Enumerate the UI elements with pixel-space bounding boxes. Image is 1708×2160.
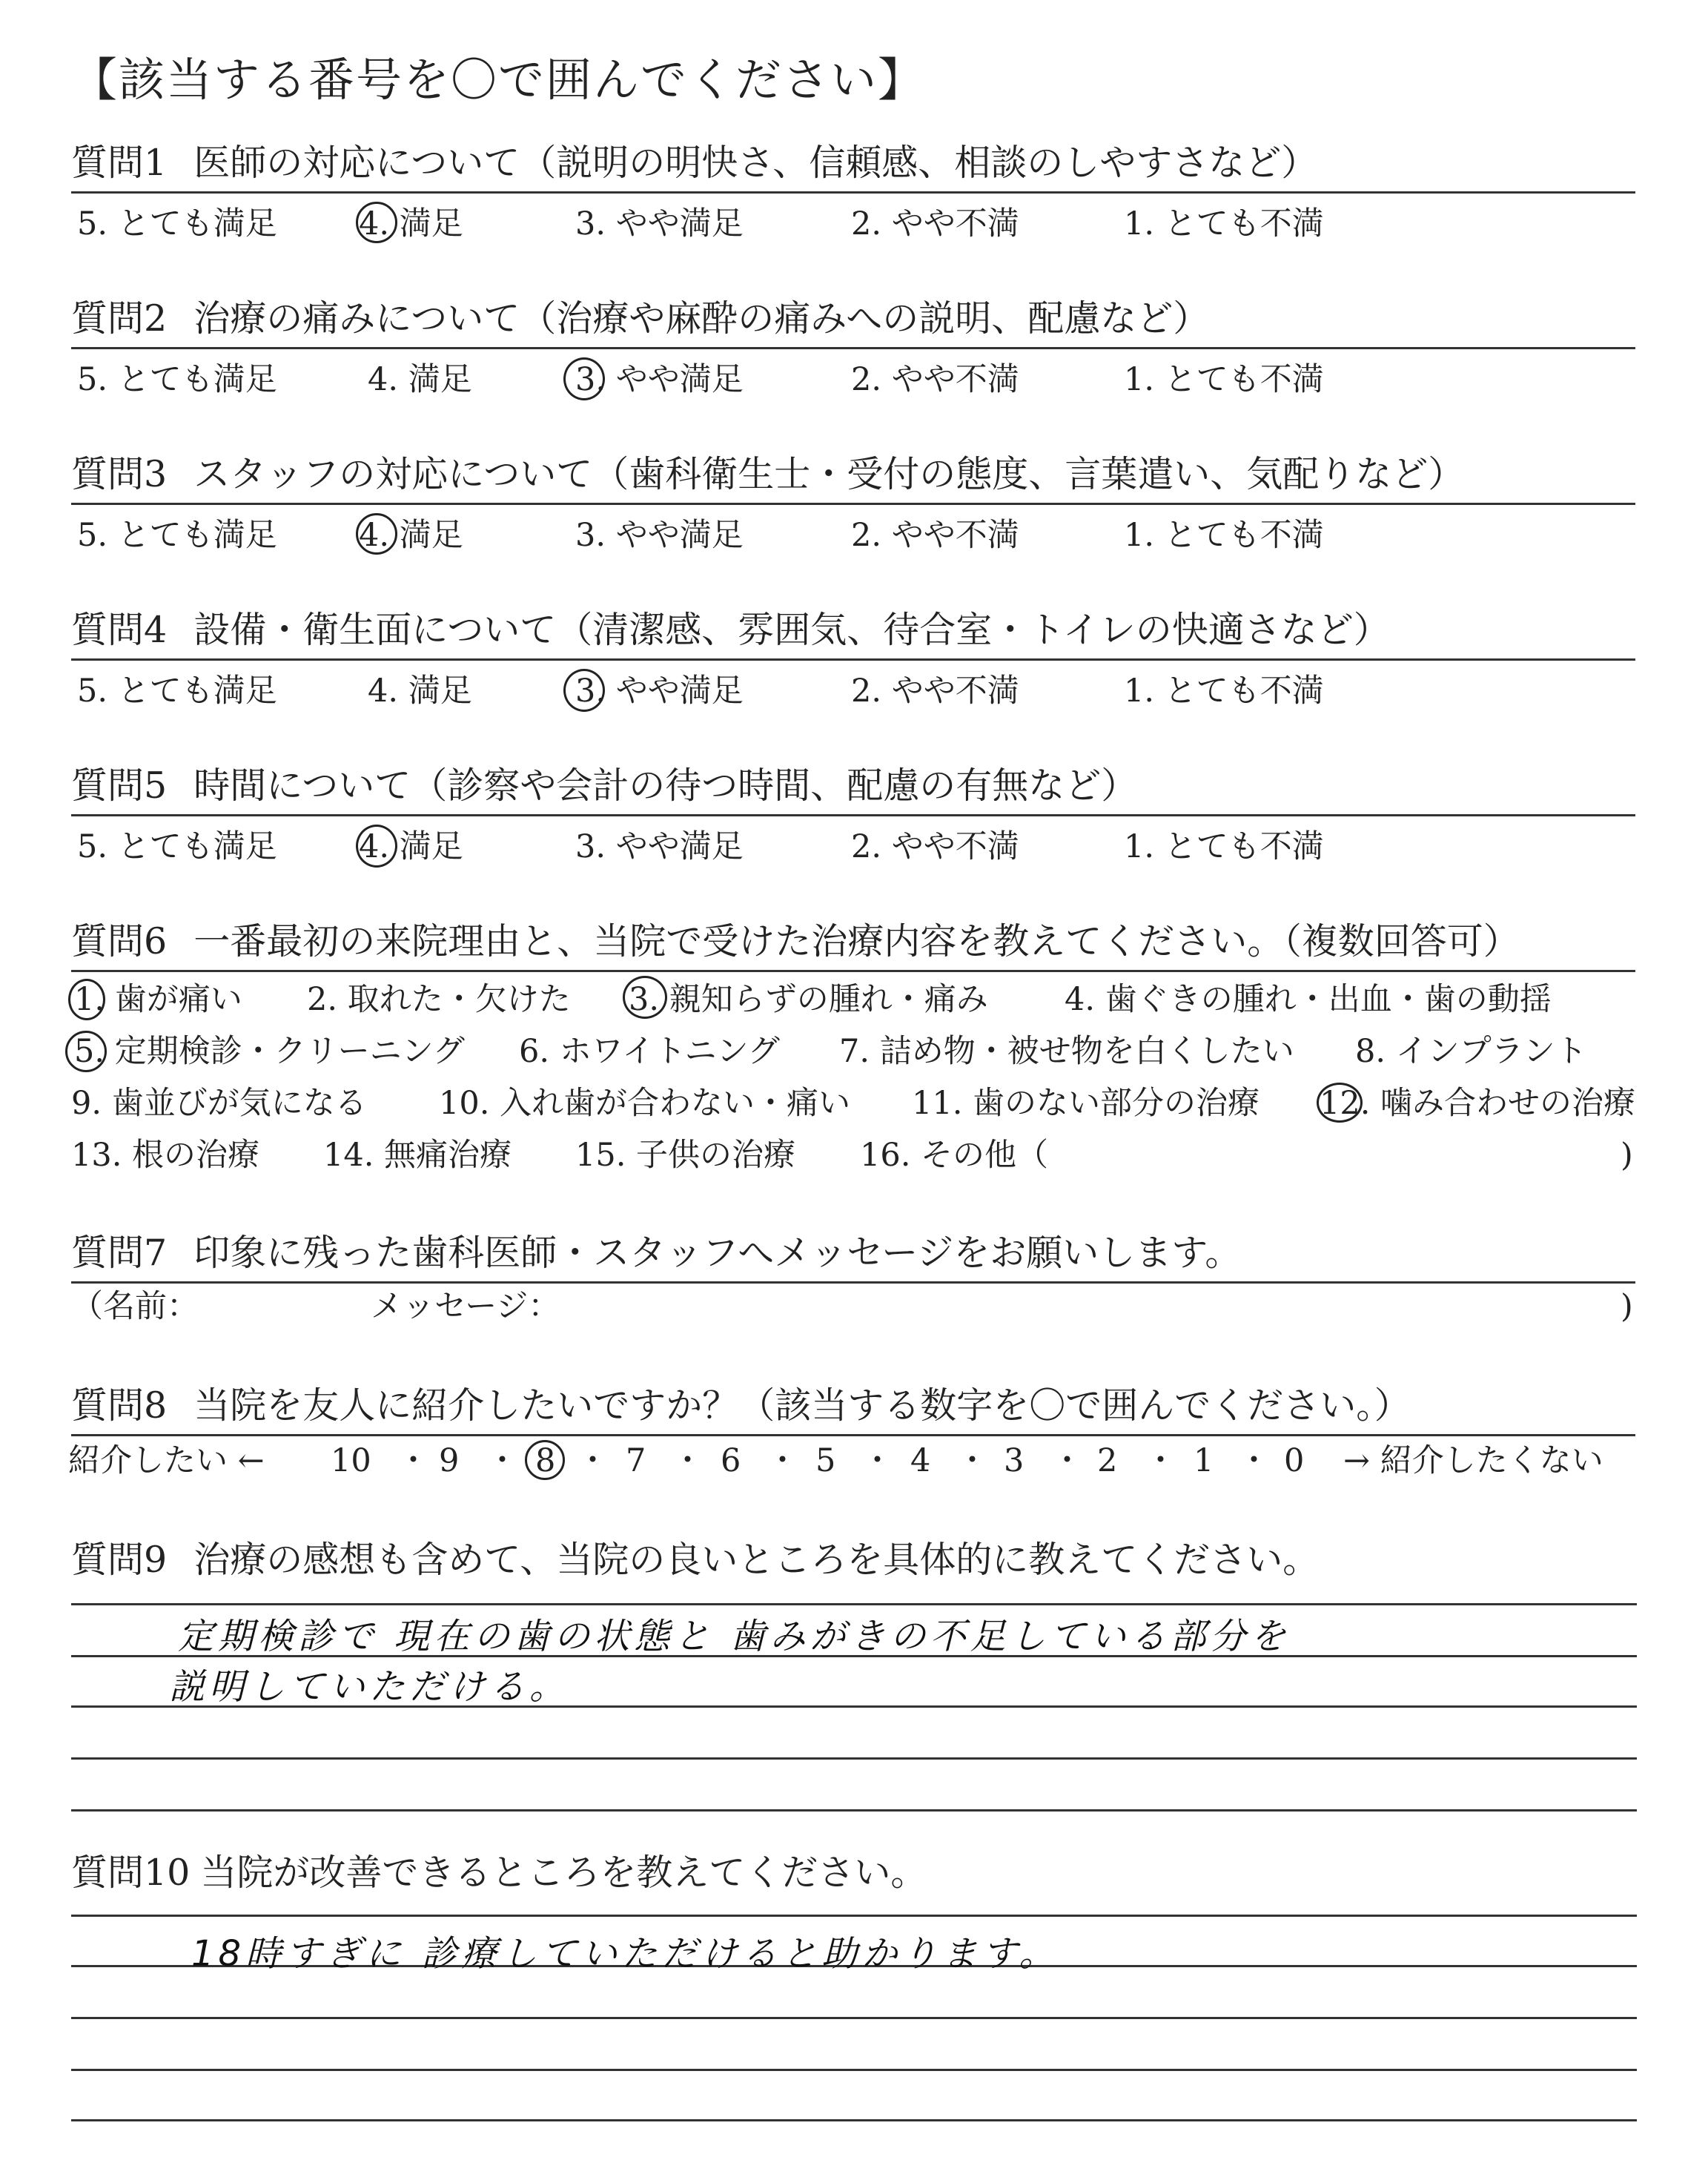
q2-option-3[interactable]: 3. やや満足	[575, 361, 744, 398]
q10-answer-line	[71, 2069, 1637, 2071]
question-5-text: 時間について（診察や会計の待つ時間、配慮の有無など）	[193, 764, 1138, 807]
q8-scale	[68, 1439, 1640, 1483]
q8-dot: ・	[767, 1442, 798, 1479]
q6-option-10[interactable]: 10. 入れ歯が合わない・痛い	[439, 1085, 851, 1122]
question-10-title	[71, 1849, 1635, 1901]
q9-answer-line	[71, 1809, 1637, 1811]
q6-option-4[interactable]: 4. 歯ぐきの腫れ・出血・歯の動揺	[1065, 981, 1552, 1018]
q6-option-1[interactable]: 1. 歯が痛い	[74, 981, 242, 1018]
q6-option-14[interactable]: 14. 無痛治療	[323, 1137, 512, 1174]
q10-answer-line	[71, 1915, 1637, 1917]
q3-option-4[interactable]: 4. 満足	[359, 517, 463, 554]
q10-answer-line	[71, 2017, 1637, 2019]
question-5-number: 質問5	[71, 764, 168, 807]
q6-option-16[interactable]: 16. その他（	[860, 1137, 1049, 1174]
q7-message-label: メッセージ：	[371, 1288, 560, 1325]
q6-option-5[interactable]: 5. 定期検診・クリーニング	[74, 1033, 465, 1070]
q2-option-5[interactable]: 5. とても満足	[77, 361, 277, 398]
question-7-fields	[71, 1284, 1643, 1329]
question-6-row-4	[71, 1133, 1643, 1178]
q3-option-2[interactable]: 2. やや不満	[851, 517, 1019, 554]
q6-option-2[interactable]: 2. 取れた・欠けた	[307, 981, 571, 1018]
q8-left-label: 紹介したい ←	[68, 1442, 265, 1479]
question-2-text: 治療の痛みについて（治療や麻酔の痛みへの説明、配慮など）	[193, 297, 1210, 340]
question-8-text: 当院を友人に紹介したいですか？（該当する数字を〇で囲んでください。）	[193, 1384, 1411, 1427]
q1-option-2[interactable]: 2. やや不満	[851, 205, 1019, 242]
question-6-row-3	[71, 1081, 1643, 1126]
q5-option-3[interactable]: 3. やや満足	[575, 828, 744, 865]
q7-name-label: （名前：	[71, 1288, 199, 1325]
q2-option-2[interactable]: 2. やや不満	[851, 361, 1019, 398]
q8-scale-9[interactable]: 9	[439, 1442, 460, 1479]
question-7-number: 質問7	[71, 1232, 168, 1274]
q9-answer-line	[71, 1757, 1637, 1760]
q8-dot: ・	[956, 1442, 988, 1479]
q3-option-5[interactable]: 5. とても満足	[77, 517, 277, 554]
q8-scale-5[interactable]: 5	[815, 1442, 836, 1479]
q8-scale-3[interactable]: 3	[1004, 1442, 1025, 1479]
q8-dot: ・	[486, 1442, 518, 1479]
q1-option-4[interactable]: 4. 満足	[359, 205, 463, 242]
q10-handwritten-answer: 18時すぎに 診療していただけると助かります。	[191, 1933, 1059, 1975]
q1-option-3[interactable]: 3. やや満足	[575, 205, 744, 242]
q5-option-5[interactable]: 5. とても満足	[77, 828, 277, 865]
q9-handwritten-answer-line-1: 定期検診で 現在の歯の状態と 歯みがきの不足している部分を	[178, 1616, 1291, 1657]
q4-option-1[interactable]: 1. とても不満	[1124, 673, 1324, 710]
question-6-text: 一番最初の来院理由と、当院で受けた治療内容を教えてください。（複数回答可）	[193, 920, 1520, 962]
q1-option-5[interactable]: 5. とても満足	[77, 205, 277, 242]
q3-option-1[interactable]: 1. とても不満	[1124, 517, 1324, 554]
question-6-row-2	[71, 1029, 1643, 1074]
question-1-title	[71, 139, 1635, 194]
question-3-title	[71, 451, 1635, 505]
q5-option-1[interactable]: 1. とても不満	[1124, 828, 1324, 865]
q3-option-3[interactable]: 3. やや満足	[575, 517, 744, 554]
q8-scale-4[interactable]: 4	[910, 1442, 931, 1479]
q8-dot: ・	[397, 1442, 429, 1479]
question-8-title	[71, 1382, 1635, 1436]
question-9-title	[71, 1536, 1635, 1588]
question-6-row-1	[71, 977, 1643, 1022]
q8-scale-1[interactable]: 1	[1194, 1442, 1214, 1479]
question-2-title	[71, 295, 1635, 349]
q4-option-5[interactable]: 5. とても満足	[77, 673, 277, 710]
question-6-number: 質問6	[71, 920, 168, 962]
q1-option-1[interactable]: 1. とても不満	[1124, 205, 1324, 242]
q6-option-8[interactable]: 8. インプラント	[1355, 1033, 1587, 1070]
question-4-text: 設備・衛生面について（清潔感、雰囲気、待合室・トイレの快適さなど）	[193, 609, 1390, 651]
q9-answer-line	[71, 1603, 1637, 1605]
question-7-title	[71, 1229, 1635, 1284]
q6-option-9[interactable]: 9. 歯並びが気になる	[71, 1085, 367, 1122]
question-1-number: 質問1	[71, 142, 168, 184]
q10-answer-line	[71, 2119, 1637, 2121]
q8-dot: ・	[1238, 1442, 1270, 1479]
q4-option-3[interactable]: 3. やや満足	[575, 673, 744, 710]
q6-option-12[interactable]: 12. 噛み合わせの治療	[1320, 1085, 1636, 1122]
q6-other-close-paren: )	[1621, 1137, 1633, 1174]
q2-option-4[interactable]: 4. 満足	[368, 361, 472, 398]
question-5-title	[71, 762, 1635, 816]
q8-dot: ・	[861, 1442, 893, 1479]
question-3-options	[71, 513, 1643, 558]
question-1-text: 医師の対応について（説明の明快さ、信頼感、相談のしやすさなど）	[193, 142, 1318, 184]
question-1-options	[71, 202, 1643, 246]
question-6-title	[71, 918, 1635, 972]
q8-dot: ・	[1051, 1442, 1083, 1479]
question-2-number: 質問2	[71, 297, 168, 340]
q6-option-15[interactable]: 15. 子供の治療	[575, 1137, 796, 1174]
q6-option-11[interactable]: 11. 歯のない部分の治療	[912, 1085, 1260, 1122]
question-10-text: 当院が改善できるところを教えてください。	[200, 1852, 927, 1894]
q2-option-1[interactable]: 1. とても不満	[1124, 361, 1324, 398]
question-2-options	[71, 357, 1643, 402]
q8-dot: ・	[577, 1442, 609, 1479]
q6-option-3[interactable]: 3. 親知らずの腫れ・痛み	[629, 981, 988, 1018]
question-7-text: 印象に残った歯科医師・スタッフへメッセージをお願いします。	[193, 1232, 1242, 1274]
question-3-number: 質問3	[71, 453, 168, 495]
question-5-options	[71, 825, 1643, 869]
question-9-text: 治療の感想も含めて、当院の良いところを具体的に教えてください。	[193, 1539, 1320, 1581]
page-heading: 【該当する番号を〇で囲んでください】	[71, 53, 926, 107]
question-4-options	[71, 669, 1643, 713]
question-4-title	[71, 607, 1635, 661]
q8-scale-0[interactable]: 0	[1284, 1442, 1305, 1479]
q4-option-4[interactable]: 4. 満足	[368, 673, 472, 710]
q7-close-paren: )	[1621, 1288, 1633, 1325]
q8-scale-7[interactable]: 7	[626, 1442, 646, 1479]
question-9-number: 質問9	[71, 1539, 168, 1581]
question-3-text: スタッフの対応について（歯科衛生士・受付の態度、言葉遣い、気配りなど）	[193, 453, 1465, 495]
q8-dot: ・	[1145, 1442, 1176, 1479]
q6-option-13[interactable]: 13. 根の治療	[71, 1137, 260, 1174]
q8-dot: ・	[672, 1442, 704, 1479]
q8-scale-8[interactable]: 8	[535, 1442, 556, 1479]
question-10-number: 質問10	[71, 1852, 191, 1894]
question-4-number: 質問4	[71, 609, 168, 651]
q5-option-2[interactable]: 2. やや不満	[851, 828, 1019, 865]
q6-option-6[interactable]: 6. ホワイトニング	[519, 1033, 780, 1070]
question-8-number: 質問8	[71, 1384, 168, 1427]
q8-scale-2[interactable]: 2	[1097, 1442, 1118, 1479]
q8-scale-10[interactable]: 10	[331, 1442, 371, 1479]
q8-scale-6[interactable]: 6	[721, 1442, 741, 1479]
q6-option-7[interactable]: 7. 詰め物・被せ物を白くしたい	[839, 1033, 1294, 1070]
q4-option-2[interactable]: 2. やや不満	[851, 673, 1019, 710]
q8-right-label: → 紹介したくない	[1343, 1442, 1603, 1479]
q5-option-4[interactable]: 4. 満足	[359, 828, 463, 865]
q9-handwritten-answer-line-2: 説明していただける。	[169, 1666, 570, 1708]
